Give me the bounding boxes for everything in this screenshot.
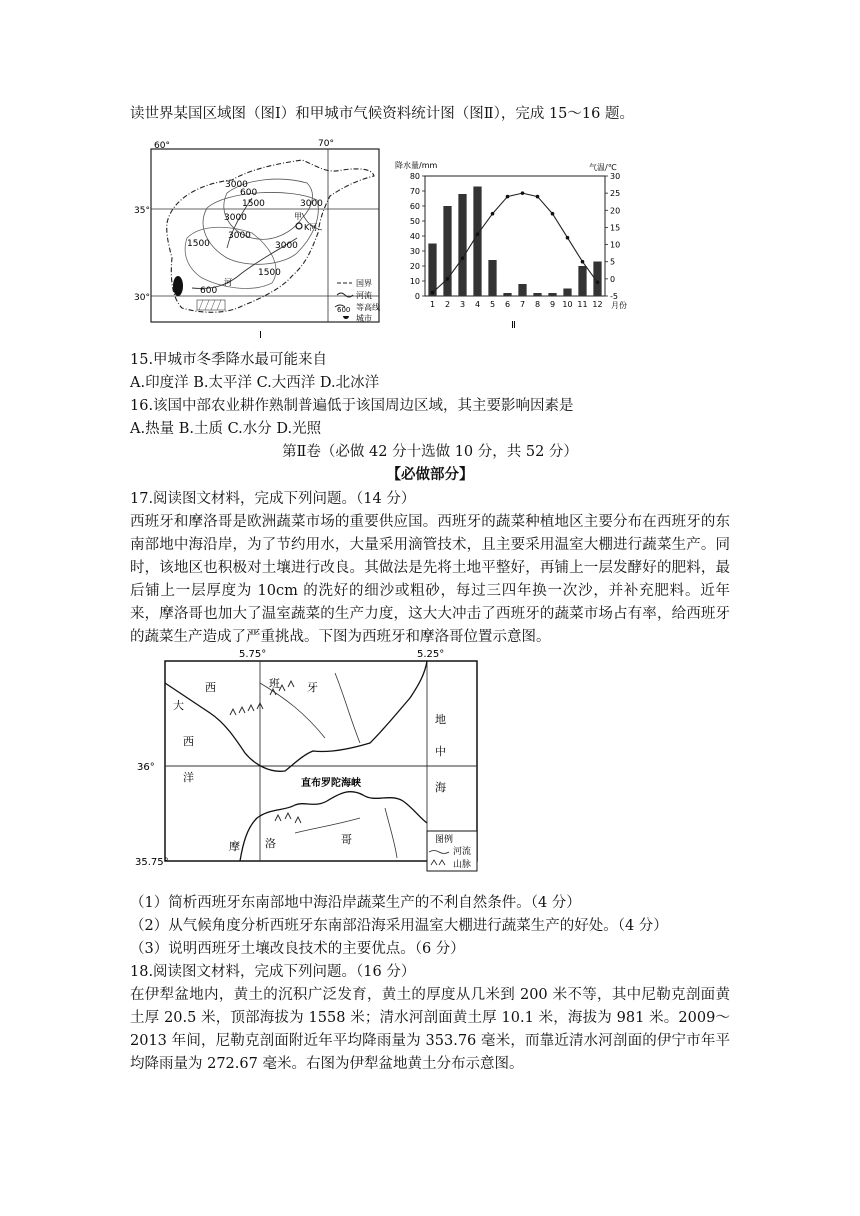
legend-river: 河流	[453, 847, 472, 857]
temp-point	[431, 291, 435, 295]
temp-point	[536, 195, 540, 199]
river	[385, 808, 397, 858]
y-left-tick-label: 50	[409, 217, 420, 226]
y-left-tick-label: 10	[409, 277, 420, 286]
xlabel: 月份	[611, 301, 627, 310]
med-label-3: 海	[435, 781, 446, 794]
x-tick-label: 8	[534, 300, 541, 309]
y-left-tick-label: 70	[409, 187, 420, 196]
x-tick-label: 6	[504, 300, 511, 309]
lat-label-3575: 35.75°	[135, 857, 169, 868]
contour-label: 600	[240, 188, 258, 198]
y-right-tick-label: 10	[610, 240, 621, 250]
precip-bar	[428, 244, 436, 297]
contour-label: 1500	[242, 199, 265, 209]
x-tick-label: 4	[474, 300, 481, 309]
med-label-2: 中	[435, 745, 446, 758]
q17-sub3: （3）说明西班牙土壤改良技术的主要优点。（6 分）	[130, 941, 465, 957]
legend-border: 国界	[356, 279, 372, 288]
y-right-tick-label: 15	[610, 223, 621, 233]
figure-3-map	[135, 643, 485, 883]
precip-bar	[533, 293, 541, 296]
temp-point	[551, 212, 555, 216]
figure-2-label: Ⅱ	[511, 320, 516, 331]
q16-stem: 16.该国中部农业耕作熟制普遍低于该国周边区域，其主要影响因素是	[130, 398, 574, 414]
temperature-line	[433, 193, 598, 292]
city-jia-marker	[296, 223, 302, 229]
temp-point	[446, 277, 450, 281]
intro-text: 读世界某国区域图（图Ⅰ）和甲城市气候资料统计图（图Ⅱ），完成 15～16 题。	[130, 106, 634, 122]
x-tick-label: 1	[429, 300, 436, 309]
y-left-tick-label: 20	[409, 262, 420, 271]
x-tick-label: 5	[489, 300, 496, 309]
spain-coast	[165, 661, 427, 771]
contour-label: 1500	[258, 268, 281, 278]
morocco-label-3: 哥	[341, 833, 352, 846]
legend-mountain: 山脉	[453, 860, 472, 870]
legend-contour: 等高线	[356, 303, 380, 312]
figure-1-map	[132, 138, 392, 343]
x-tick-label: 12	[592, 300, 603, 309]
y-right-tick-label: 0	[610, 274, 616, 284]
legend-title: 图例	[435, 835, 454, 845]
y-right-tick-label: 20	[610, 206, 621, 216]
q17-sub2: （2）从气候角度分析西班牙东南部沿海采用温室大棚进行蔬菜生产的好处。（4 分）	[130, 918, 668, 934]
river	[335, 673, 360, 743]
contour-label: 3000	[224, 213, 247, 223]
legend-contour-value: 600	[337, 306, 351, 314]
q18-header: 18.阅读图文材料，完成下列问题。（16 分）	[130, 964, 416, 980]
med-label-1: 地	[435, 713, 446, 726]
temp-point	[491, 212, 495, 216]
strait-label: 直布罗陀海峡	[301, 778, 361, 789]
mountain-range	[230, 681, 294, 715]
x-tick-label: 9	[549, 300, 556, 309]
city-jia-label: 甲	[294, 212, 302, 221]
y-left-tick-label: 30	[409, 247, 420, 256]
precip-bar	[443, 206, 451, 296]
figure-2-chart	[395, 158, 645, 338]
temp-point	[506, 195, 510, 199]
y-left-tick-label: 60	[409, 202, 420, 211]
x-tick-label: 10	[562, 300, 573, 309]
precip-bar	[548, 293, 556, 296]
x-tick-label: 3	[459, 300, 466, 309]
x-tick-label: 7	[519, 300, 526, 309]
section-subtitle: 【必做部分】	[386, 466, 474, 483]
y-left-tick-label: 40	[409, 232, 420, 241]
precip-bar	[503, 293, 511, 296]
temp-point	[461, 256, 465, 260]
legend-city: 城市	[356, 314, 372, 323]
q17-sub1: （1）简析西班牙东南部地中海沿岸蔬菜生产的不利自然条件。（4 分）	[130, 895, 581, 911]
q17-header: 17.阅读图文材料，完成下列问题。（14 分）	[130, 491, 416, 507]
spain-label-3: 牙	[307, 681, 318, 694]
atlantic-label-3: 洋	[183, 771, 194, 784]
temp-point	[596, 280, 600, 284]
lon-label-70: 70°	[318, 139, 334, 149]
morocco-label-1: 摩	[229, 840, 240, 853]
y-right-tick-label: 25	[610, 189, 621, 199]
q15-options: A.印度洋 B.太平洋 C.大西洋 D.北冰洋	[130, 375, 380, 391]
lat-label-35: 35°	[134, 206, 150, 216]
atlantic-label-2: 西	[183, 735, 194, 748]
mountain-range	[275, 813, 301, 823]
q15-stem: 15.甲城市冬季降水最可能来自	[130, 352, 328, 368]
plot-frame	[425, 176, 605, 296]
lat-label-36: 36°	[137, 762, 155, 773]
precip-bar	[578, 266, 586, 296]
temp-point	[566, 236, 570, 240]
temp-point	[476, 232, 480, 236]
city-k-label: K河	[304, 223, 318, 232]
y-right-tick-label: -5	[610, 292, 618, 301]
y-left-tick-label: 0	[414, 292, 420, 301]
y-left-tick-label: 80	[409, 172, 420, 181]
contour-label: 1500	[187, 239, 210, 249]
y-right-tick-label: 5	[610, 257, 616, 267]
precip-bar	[458, 194, 466, 296]
river	[295, 818, 360, 833]
morocco-coast	[240, 792, 427, 861]
contour-label: 3000	[275, 241, 298, 251]
legend-river: 河流	[356, 291, 372, 300]
q16-options: A.热量 B.土质 C.水分 D.光照	[130, 421, 322, 437]
lake	[173, 276, 183, 296]
atlantic-label-1: 大	[173, 699, 184, 712]
spain-label-2: 班	[269, 677, 280, 690]
river-label: 河	[224, 278, 232, 287]
ylabel-left: 降水量/mm	[395, 161, 438, 170]
contour-label: 600	[200, 286, 218, 296]
x-tick-label: 11	[577, 300, 588, 309]
section-title: 第Ⅱ卷（必做 42 分十选做 10 分，共 52 分）	[282, 444, 578, 460]
lon-label-60: 60°	[154, 141, 170, 151]
lon-label-575: 5.75°	[239, 649, 267, 660]
temp-point	[581, 260, 585, 264]
lon-label-525: 5.25°	[417, 649, 445, 660]
ylabel-right: 气温/℃	[589, 163, 617, 172]
q17-material: 西班牙和摩洛哥是欧洲蔬菜市场的重要供应国。西班牙的蔬菜种植地区主要分布在西班牙的东南部地中海沿岸，为了节约用水，大量采用滴管技术，且主要采用温室大棚进行蔬菜生产。同时，该地区也积极对土壤进行改良。其做法是先将土地平整好，再铺上一层发酵好的肥料，最后铺上一层厚度为 10cm 的洗好的细沙或粗砂，每过三四年换一次沙，并补充肥料。近年来，摩洛哥也加大了温室蔬菜的生产力度，这大大冲击了西班牙的蔬菜市场占有率，给西班牙的蔬菜生产造成了严重挑战。下图为西班牙和摩洛哥位置示意图。	[130, 514, 730, 645]
precip-bar	[488, 260, 496, 296]
precip-bar	[518, 284, 526, 296]
temp-point	[521, 191, 525, 195]
y-right-tick-label: 30	[610, 172, 621, 181]
lat-label-30: 30°	[134, 293, 150, 303]
map-legend	[335, 279, 380, 323]
contour-label: 3000	[300, 199, 323, 209]
figure-1-label: Ⅰ	[259, 330, 262, 341]
country-border	[167, 160, 374, 312]
contour-label: 3000	[228, 231, 251, 241]
spain-label-1: 西	[205, 681, 216, 694]
x-tick-label: 2	[444, 300, 451, 309]
contour-label: 3000	[225, 180, 248, 190]
q18-material: 在伊犁盆地内，黄土的沉积广泛发育，黄土的厚度从几米到 200 米不等，其中尼勒克剖面黄土厚 20.5 米，顶部海拔为 1558 米；清水河剖面黄土厚 10.1 米，海拔为 981 米。2009～2013 年间，尼勒克剖面附近年平均降雨量为 353.76 毫米，而靠近清水河剖面的伊宁市年平均降雨量为 272.67 毫米。右图为伊犁盆地黄土分布示意图。	[130, 987, 730, 1072]
precip-bar	[563, 289, 571, 297]
morocco-label-2: 洛	[265, 837, 276, 850]
precip-bar	[473, 187, 481, 297]
